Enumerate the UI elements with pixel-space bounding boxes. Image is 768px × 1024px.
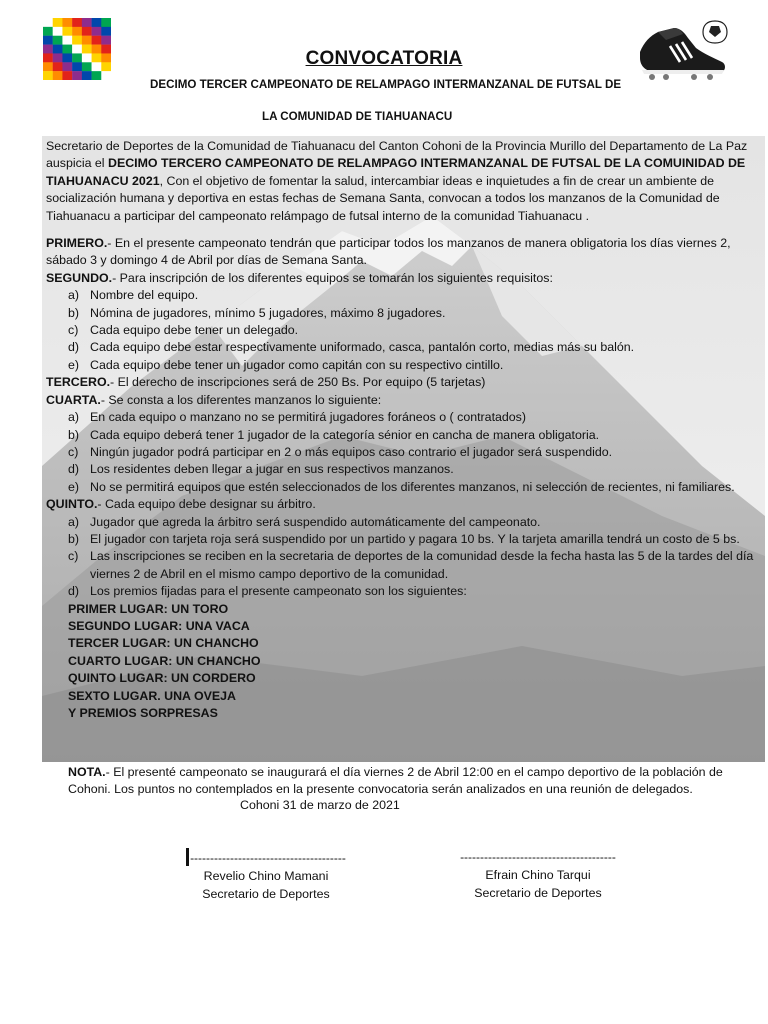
list-text: Cada equipo deberá tener 1 jugador de la categoría sénior en cancha de manera obligatoria. [90,427,600,442]
list-text: Nombre del equipo. [90,288,199,303]
date-line: Cohoni 31 de marzo de 2021 [240,798,400,812]
list-text: Cada equipo debe estar respectivamente uniformado, casca, pantalón corto, medias más su balón. [90,340,635,355]
clause-segundo [46,270,758,287]
signature-block-2 [458,848,618,902]
prize-item: QUINTO LUGAR: UN CORDERO [68,671,256,686]
list-item [46,531,758,548]
signature-line: --------------------------------------- [186,848,346,867]
list-marker: c) [68,444,79,459]
clause-label: QUINTO. [46,497,98,512]
list-marker: a) [68,514,80,529]
signer-name: Revelio Chino Mamani [203,869,329,883]
intro-championship-name: DECIMO TERCERO CAMPEONATO DE RELAMPAGO INTERMANZANAL DE FUTSAL DE LA COMUINIDAD DE TIAHUANACU 2021 [46,156,746,188]
list-marker: b) [68,305,80,320]
list-item [46,322,758,339]
list-text: Las inscripciones se reciben en la secretaria de deportes de la comunidad desde la fecha hasta las 5 de la tardes del día viernes 2 de Abril en el mismo campo deportivo de la comunidad. [90,549,754,581]
intro-text-continued: , Con el objetivo de fomentar la salud, intercambiar ideas e inquietudes a fin de crear un ambiente de socialización humana y deportiva en estas fechas de Semana Santa, convocan a todos los manzanos de la Comunidad de Tiahuanacu a participar del campeonato relámpago de futsal interno de la comunidad Tiahuanacu . [46,173,720,223]
list-marker: a) [68,410,80,425]
prize-item: Y PREMIOS SORPRESAS [68,706,218,720]
document-body [46,138,758,722]
clause-text: - Cada equipo debe designar su árbitro. [97,497,316,512]
list-text: Nómina de jugadores, mínimo 5 jugadores, máximo 8 jugadores. [90,305,446,320]
prize-item: PRIMER LUGAR: UN TORO [68,601,229,616]
list-item [46,357,758,374]
clause-label: TERCERO. [46,375,111,390]
list-item [46,548,758,583]
note-text: - El presenté campeonato se inaugurará el día viernes 2 de Abril 12:00 en el campo deportivo de la población de Cohoni. Los puntos no contemplados en la presente convocatoria serán analizados en una reunión de delegados. [68,765,723,797]
list-item [46,514,758,531]
list-text: En cada equipo o manzano no se permitirá jugadores foráneos o ( contratados) [90,410,527,425]
clause-label: CUARTA. [46,392,101,407]
clause-primero [46,235,758,270]
signature-line: --------------------------------------- [460,850,616,864]
list-text: Los residentes deben llegar a jugar en sus respectivos manzanos. [90,462,454,477]
clause-text: - En el presente campeonato tendrán que participar todos los manzanos de manera obligatoria los días viernes 2, sábado 3 y domingo 4 de Abril por días de Semana Santa. [46,236,731,268]
clause-label: SEGUNDO. [46,270,113,285]
list-text: Cada equipo debe tener un delegado. [90,323,299,338]
list-item [46,287,758,304]
list-item [46,444,758,461]
list-marker: d) [68,584,80,599]
list-marker: c) [68,323,79,338]
list-text: El jugador con tarjeta roja será suspendido por un partido y pagara 10 bs. Y la tarjeta amarilla tendrá un costo de 5 bs. [90,531,740,546]
signer-name: Efrain Chino Tarqui [485,868,591,882]
document-subtitle-line2: LA COMUNIDAD DE TIAHUANACU [262,110,453,123]
list-marker: c) [68,549,79,564]
clause-text: - Se consta a los diferentes manzanos lo siguiente: [100,392,382,407]
note-label: NOTA. [68,765,106,779]
prize-item: SEGUNDO LUGAR: UNA VACA [68,618,250,633]
signer-role: Secretario de Deportes [202,887,330,901]
prize-item: CUARTO LUGAR: UN CHANCHO [68,653,261,668]
list-marker: d) [68,340,80,355]
list-text: Jugador que agreda la árbitro será suspendido automáticamente del campeonato. [90,514,541,529]
intro-text: Secretario de Deportes de la Comunidad de Tiahuanacu del Canton Cohoni de la Provincia Murillo del Departamento de La Paz auspicia el [46,139,748,171]
intro-paragraph [46,138,758,225]
list-item [46,461,758,478]
list-marker: d) [68,462,80,477]
signature-block-1 [186,848,346,903]
list-text: Ningún jugador podrá participar en 2 o más equipos caso contrario el jugador será suspendido. [90,444,613,459]
list-text: Los premios fijadas para el presente campeonato son los siguientes: [90,584,467,599]
list-marker: e) [68,357,80,372]
list-item [46,427,758,444]
list-marker: b) [68,427,80,442]
list-item [46,583,758,600]
note-paragraph [68,764,748,799]
document-subtitle-line1: DECIMO TERCER CAMPEONATO DE RELAMPAGO INTERMANZANAL DE FUTSAL DE [150,78,622,91]
clause-label: PRIMERO. [46,236,108,251]
list-marker: e) [68,479,80,494]
prize-item: SEXTO LUGAR. UNA OVEJA [68,688,236,703]
list-marker: a) [68,288,80,303]
prize-item: TERCER LUGAR: UN CHANCHO [68,636,259,651]
clause-tercero [46,374,758,391]
list-item [46,305,758,322]
document-title: CONVOCATORIA [305,48,463,69]
list-item [46,339,758,356]
clause-text: - Para inscripción de los diferentes equipos se tomarán los siguientes requisitos: [112,270,553,285]
clause-text: - El derecho de inscripciones será de 250 Bs. Por equipo (5 tarjetas) [110,375,486,390]
signature-mark [186,848,189,866]
clause-cuarta [46,392,758,409]
list-text: Cada equipo debe tener un jugador como capitán con su respectivo cintillo. [90,357,504,372]
list-text: No se permitirá equipos que estén seleccionados de los diferentes manzanos, ni selección de recientes, ni familiares. [90,479,735,494]
signer-role: Secretario de Deportes [474,886,602,900]
list-item [46,409,758,426]
clause-quinto [46,496,758,513]
list-marker: b) [68,531,80,546]
list-item [46,479,758,496]
